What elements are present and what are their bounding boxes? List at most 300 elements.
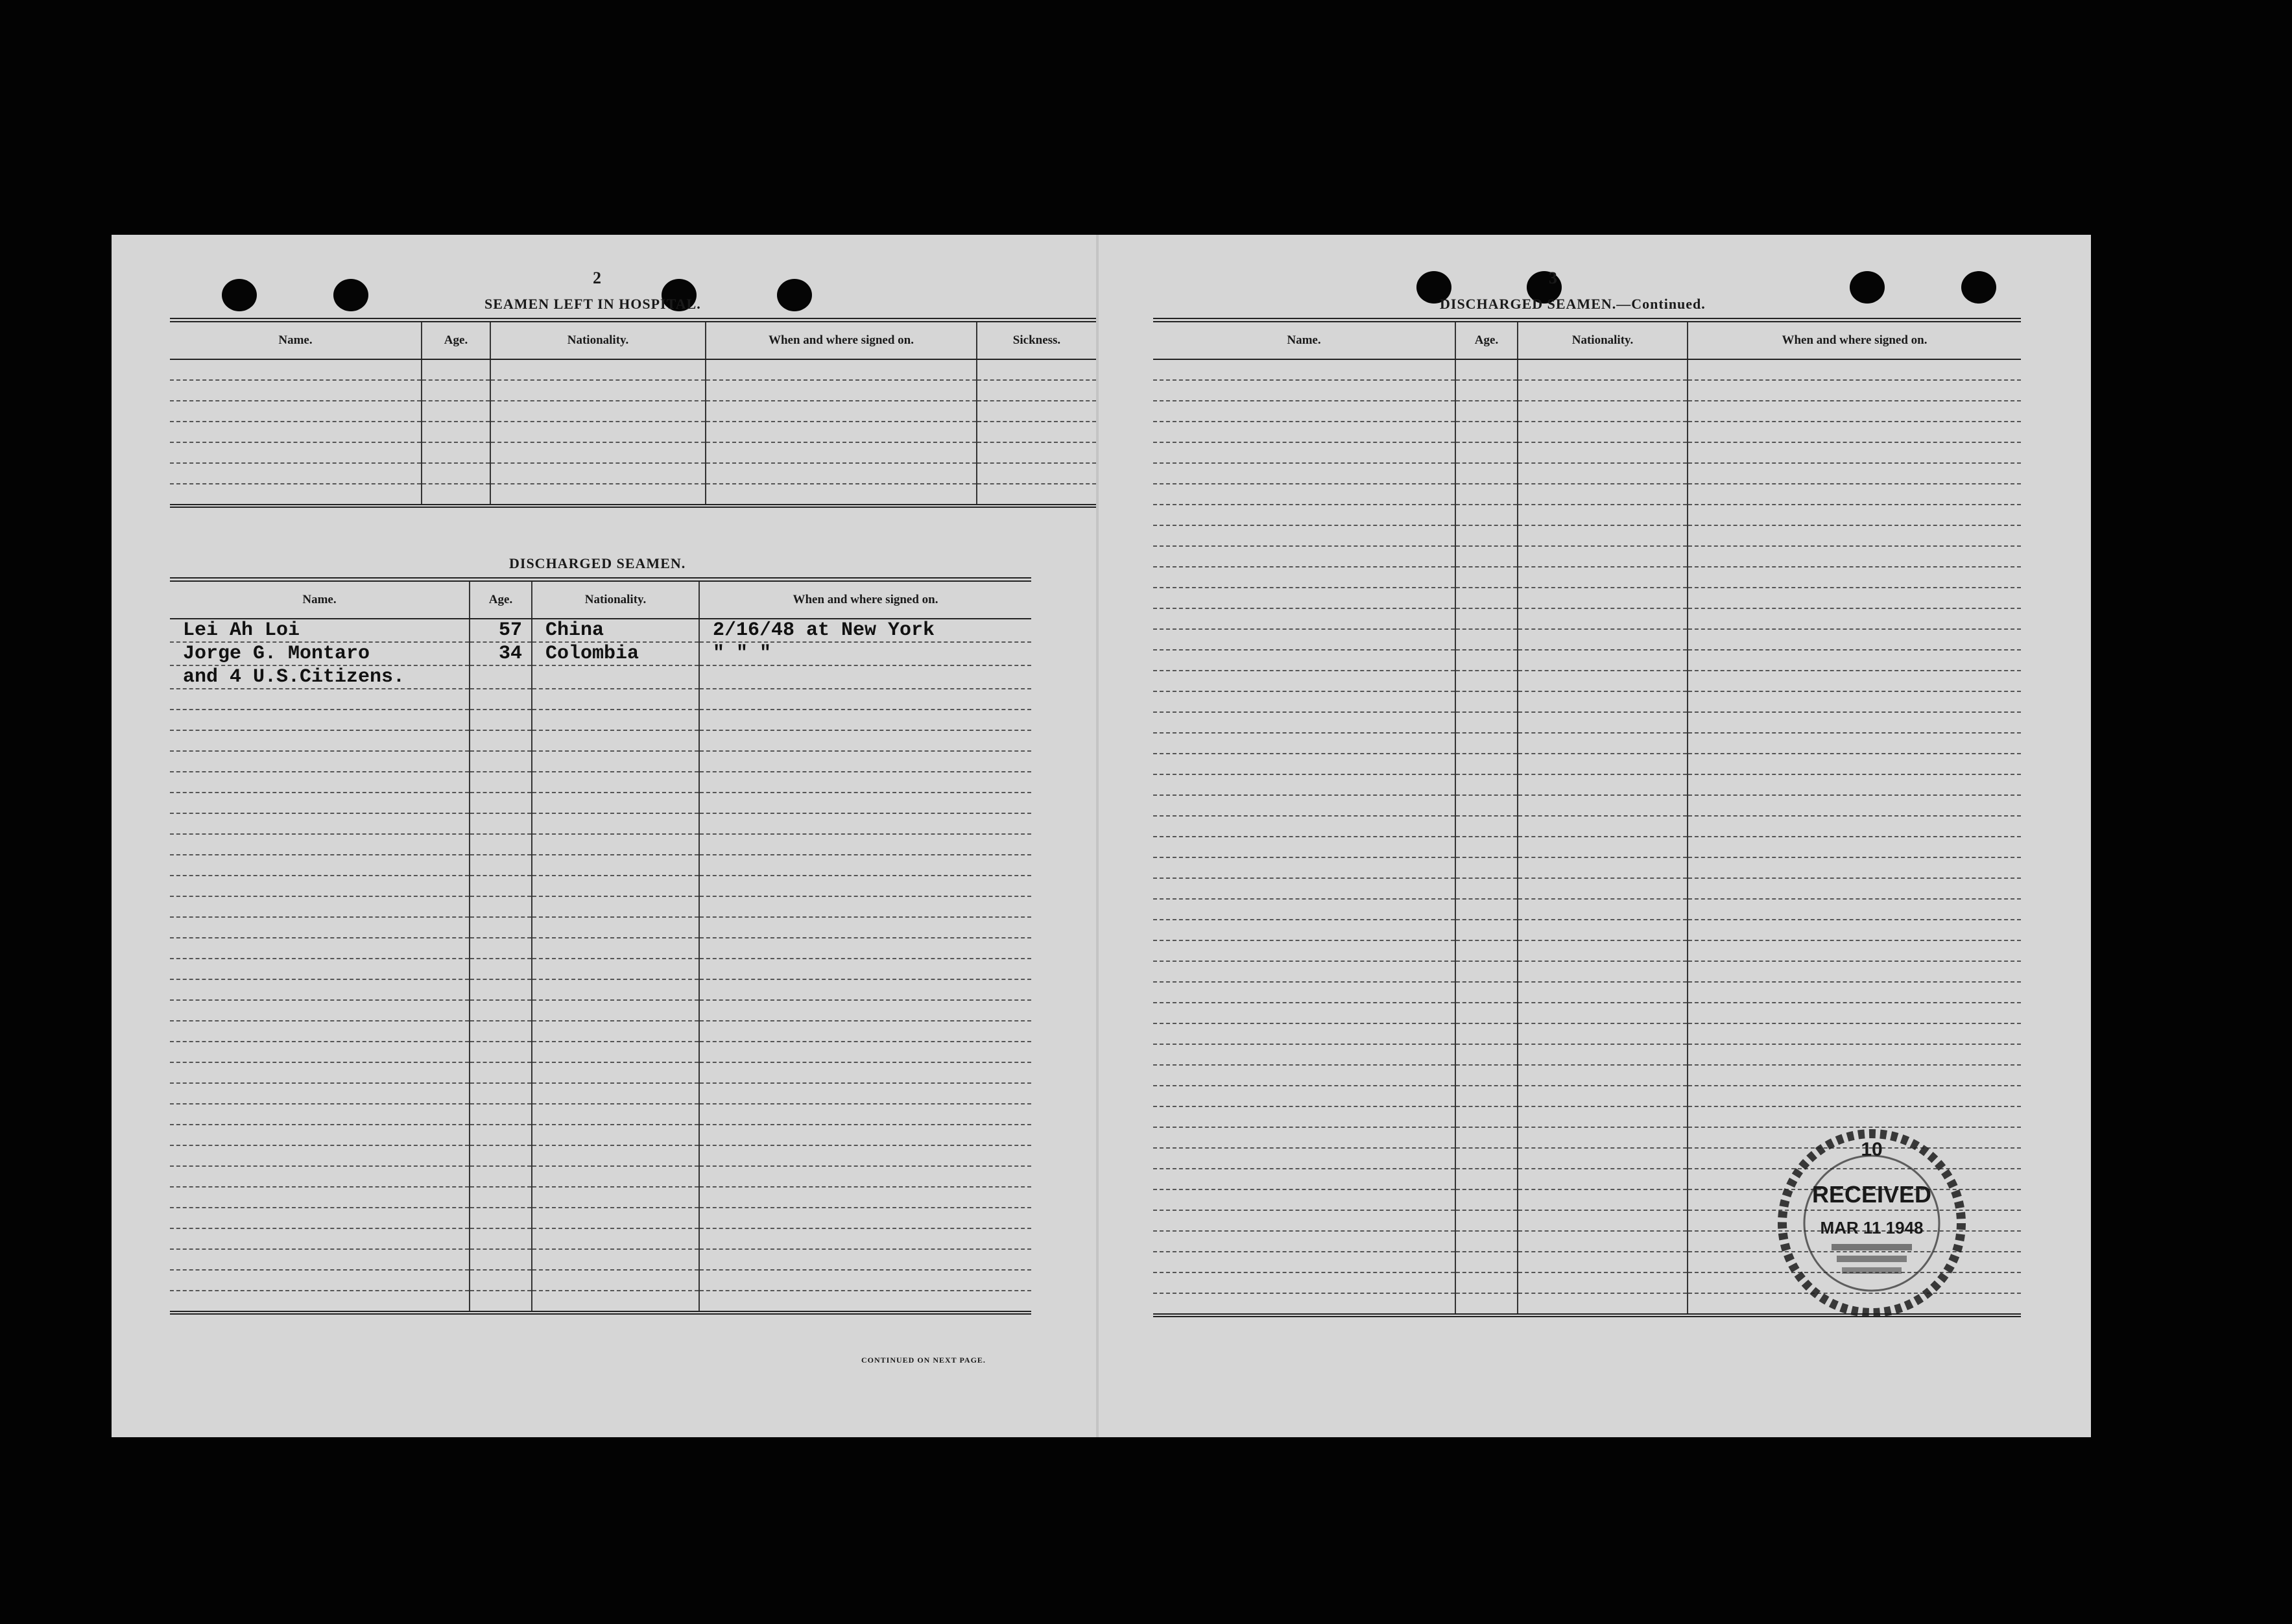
table-cell (1518, 629, 1688, 650)
table-cell (1688, 1065, 2021, 1086)
table-row (1153, 795, 2021, 816)
table-cell (1153, 920, 1455, 940)
table-cell (170, 463, 422, 484)
table-row (1153, 463, 2021, 484)
table-row (170, 834, 1031, 855)
table-cell (1518, 1210, 1688, 1231)
table-cell (1518, 1169, 1688, 1189)
table-cell (532, 1104, 699, 1125)
table-row (1153, 1086, 2021, 1106)
table-cell (170, 1021, 470, 1042)
table-row (170, 979, 1031, 1000)
column-header: Age. (422, 320, 490, 360)
table-cell (699, 959, 1031, 979)
table-cell (1688, 712, 2021, 733)
table-cell (532, 813, 699, 834)
table-cell (1455, 546, 1518, 567)
table-cell (532, 793, 699, 813)
table-row (1153, 629, 2021, 650)
table-cell (470, 772, 532, 793)
received-stamp (1774, 1126, 1969, 1320)
table-row (170, 917, 1031, 938)
stamp-date: MAR 11 1948 (1820, 1218, 1924, 1237)
table-cell (470, 1228, 532, 1249)
table-row (1153, 1065, 2021, 1086)
table-cell (1518, 484, 1688, 505)
table-cell (1518, 940, 1688, 961)
table-cell (1455, 1252, 1518, 1272)
table-cell (1153, 442, 1455, 463)
table-cell (699, 1021, 1031, 1042)
table-cell (977, 484, 1096, 506)
table-cell (1518, 671, 1688, 691)
table-cell (1153, 546, 1455, 567)
column-header: Sickness. (977, 320, 1096, 360)
column-header: Age. (1455, 320, 1518, 360)
table-cell (170, 422, 422, 442)
table-row (1153, 1106, 2021, 1127)
table-cell (170, 979, 470, 1000)
table-cell (1518, 505, 1688, 525)
table-cell (1688, 484, 2021, 505)
table-row (170, 1249, 1031, 1270)
table-cell: " " " (699, 642, 1031, 665)
table-row (170, 896, 1031, 917)
table-row (170, 959, 1031, 979)
table-cell: China (532, 619, 699, 642)
table-cell (532, 751, 699, 772)
table-cell (699, 938, 1031, 959)
table-cell (470, 1249, 532, 1270)
table-row (1153, 422, 2021, 442)
column-header: Nationality. (490, 320, 706, 360)
table-cell: 57 (470, 619, 532, 642)
table-cell (1455, 1023, 1518, 1044)
table-cell (1518, 650, 1688, 671)
table-cell (170, 442, 422, 463)
table-cell (1455, 629, 1518, 650)
column-header: When and where signed on. (699, 580, 1031, 619)
table-cell (1688, 546, 2021, 567)
table-cell (422, 484, 490, 506)
table-cell (1153, 505, 1455, 525)
table-cell (699, 665, 1031, 689)
table-cell (170, 855, 470, 876)
table-cell (170, 834, 470, 855)
table-cell (706, 484, 977, 506)
table-row (1153, 505, 2021, 525)
table-cell (1455, 1044, 1518, 1065)
table-cell (470, 876, 532, 896)
table-cell (1518, 774, 1688, 795)
table-row (1153, 671, 2021, 691)
table-cell (1688, 463, 2021, 484)
table-cell (699, 917, 1031, 938)
table-cell (1455, 380, 1518, 401)
table-row (1153, 1023, 2021, 1044)
table-row (170, 710, 1031, 730)
table-row (170, 1042, 1031, 1062)
table-cell (1153, 1252, 1455, 1272)
table-cell (532, 1125, 699, 1145)
table-cell (1688, 837, 2021, 857)
table-cell (699, 1291, 1031, 1313)
table-cell (1153, 940, 1455, 961)
table-cell (170, 917, 470, 938)
table-cell: Colombia (532, 642, 699, 665)
table-cell (532, 959, 699, 979)
table-cell (490, 484, 706, 506)
table-cell (1518, 442, 1688, 463)
table-cell (1518, 733, 1688, 754)
table-cell (470, 1270, 532, 1291)
table-cell (1455, 920, 1518, 940)
table-cell (170, 710, 470, 730)
table-row (1153, 982, 2021, 1003)
table-row (170, 1021, 1031, 1042)
table-row (1153, 567, 2021, 588)
table-cell (470, 1125, 532, 1145)
table-header-row (170, 580, 1031, 619)
table-cell (1455, 359, 1518, 380)
table-cell (1455, 774, 1518, 795)
table-cell (1688, 961, 2021, 982)
table-row (170, 689, 1031, 710)
table-row (170, 876, 1031, 896)
table-cell (1153, 650, 1455, 671)
table-cell (1153, 754, 1455, 774)
table-cell (1518, 567, 1688, 588)
table-header-row (1153, 320, 2021, 360)
table-cell (1518, 857, 1688, 878)
table-cell (1153, 1127, 1455, 1148)
table-cell (170, 959, 470, 979)
table-cell: 34 (470, 642, 532, 665)
table-cell (470, 855, 532, 876)
column-header: Name. (1153, 320, 1455, 360)
table-cell (532, 710, 699, 730)
table-cell (1455, 671, 1518, 691)
table-cell (1688, 567, 2021, 588)
table-cell (699, 1228, 1031, 1249)
table-row (1153, 857, 2021, 878)
table-cell: Lei Ah Loi (170, 619, 470, 642)
table-cell (532, 1000, 699, 1021)
table-cell (1688, 525, 2021, 546)
table-cell (1518, 588, 1688, 608)
table-cell (977, 401, 1096, 422)
table-row (170, 1187, 1031, 1208)
table-cell (1688, 774, 2021, 795)
punch-hole (1850, 271, 1885, 304)
table-cell (1455, 1272, 1518, 1293)
table-row (1153, 484, 2021, 505)
table-cell (1153, 422, 1455, 442)
table-cell (1153, 671, 1455, 691)
table-cell (470, 1291, 532, 1313)
table-cell (170, 1249, 470, 1270)
table-cell (1153, 380, 1455, 401)
table-cell (1518, 920, 1688, 940)
table-row (1153, 837, 2021, 857)
table-row (170, 442, 1096, 463)
table-cell (977, 380, 1096, 401)
table-cell (1455, 1210, 1518, 1231)
table-cell (170, 896, 470, 917)
table-cell (170, 1000, 470, 1021)
table-cell (1455, 525, 1518, 546)
table-cell (1688, 608, 2021, 629)
table-cell (532, 1249, 699, 1270)
table-cell (1688, 940, 2021, 961)
table-cell (1688, 359, 2021, 380)
table-row (1153, 588, 2021, 608)
table-cell (170, 1166, 470, 1187)
table-cell (532, 1062, 699, 1083)
table-cell (1518, 1044, 1688, 1065)
table-cell (1455, 484, 1518, 505)
table-cell (1518, 1065, 1688, 1086)
table-cell (470, 959, 532, 979)
table-row (1153, 733, 2021, 754)
table-cell (1455, 1127, 1518, 1148)
table-cell (699, 1000, 1031, 1021)
table-cell (170, 793, 470, 813)
table-cell (1455, 816, 1518, 837)
table-cell (1153, 1169, 1455, 1189)
table-cell (532, 1208, 699, 1228)
table-cell (170, 401, 422, 422)
table-cell (1153, 1189, 1455, 1210)
table-header-row (170, 320, 1096, 360)
table-cell (1153, 795, 1455, 816)
table-cell (470, 813, 532, 834)
table-cell (170, 1062, 470, 1083)
table-cell (1455, 1106, 1518, 1127)
table-cell (1455, 463, 1518, 484)
table-row (1153, 546, 2021, 567)
table-cell (1688, 588, 2021, 608)
table-row (170, 793, 1031, 813)
table-row (1153, 961, 2021, 982)
table-cell (532, 1228, 699, 1249)
table-cell (1455, 712, 1518, 733)
table-cell (1518, 401, 1688, 422)
table-row (170, 422, 1096, 442)
table-cell (1688, 1086, 2021, 1106)
column-header: Name. (170, 320, 422, 360)
table-cell (699, 896, 1031, 917)
table-cell (1518, 982, 1688, 1003)
table-row (1153, 608, 2021, 629)
table-row (1153, 816, 2021, 837)
continued-note: CONTINUED ON NEXT PAGE. (861, 1355, 986, 1365)
table-cell (470, 1021, 532, 1042)
table-cell (1153, 961, 1455, 982)
table-cell (470, 1104, 532, 1125)
table-cell (699, 1208, 1031, 1228)
page-number: 3 (1549, 269, 1557, 287)
table-row (170, 380, 1096, 401)
table-cell (1518, 837, 1688, 857)
table-cell (699, 1042, 1031, 1062)
table-cell (1153, 525, 1455, 546)
punch-hole (1961, 271, 1996, 304)
table-cell (699, 1249, 1031, 1270)
table-cell (170, 1145, 470, 1166)
table-cell (470, 751, 532, 772)
table-cell (1455, 1231, 1518, 1252)
table-cell (1455, 1086, 1518, 1106)
table-cell (170, 1187, 470, 1208)
table-cell (1688, 650, 2021, 671)
table-cell (1153, 878, 1455, 899)
table-cell (1153, 1065, 1455, 1086)
table-cell (1153, 1148, 1455, 1169)
table-cell (1455, 961, 1518, 982)
table-cell (699, 793, 1031, 813)
table-cell (1455, 1065, 1518, 1086)
table-cell (706, 422, 977, 442)
table-cell (1153, 899, 1455, 920)
table-cell (1153, 1210, 1455, 1231)
table-cell (1455, 650, 1518, 671)
table-cell (1153, 484, 1455, 505)
table-cell (1688, 1023, 2021, 1044)
table-row (170, 665, 1031, 689)
table-cell (1153, 837, 1455, 857)
table-cell: Jorge G. Montaro (170, 642, 470, 665)
table-row (170, 1000, 1031, 1021)
stamp-received-label: RECEIVED (1811, 1181, 1932, 1208)
table-cell (170, 1208, 470, 1228)
table-cell (1455, 401, 1518, 422)
table-row (170, 1291, 1031, 1313)
table-cell (1518, 463, 1688, 484)
column-header: When and where signed on. (706, 320, 977, 360)
table-cell: and 4 U.S.Citizens. (170, 665, 470, 689)
table-cell (470, 1062, 532, 1083)
table-cell (422, 463, 490, 484)
table-row (1153, 359, 2021, 380)
column-header: Age. (470, 580, 532, 619)
table-row (170, 1208, 1031, 1228)
table-cell (1455, 505, 1518, 525)
table-cell (1153, 1003, 1455, 1023)
table-cell (1688, 1044, 2021, 1065)
table-row (170, 1270, 1031, 1291)
table-cell (422, 442, 490, 463)
table-row (1153, 1003, 2021, 1023)
table-cell (1153, 1044, 1455, 1065)
table-cell (470, 1166, 532, 1187)
table-cell (706, 359, 977, 380)
table-cell (532, 1021, 699, 1042)
table-row (170, 813, 1031, 834)
table-cell (699, 772, 1031, 793)
table-cell (1518, 422, 1688, 442)
table-cell (490, 442, 706, 463)
table-cell (1153, 816, 1455, 837)
table-cell (1518, 608, 1688, 629)
table-cell (699, 1104, 1031, 1125)
table-cell (699, 1270, 1031, 1291)
table-cell (1153, 1086, 1455, 1106)
table-cell (422, 359, 490, 380)
table-cell (170, 1125, 470, 1145)
table-cell (1688, 920, 2021, 940)
table-cell (1688, 795, 2021, 816)
table-cell (470, 710, 532, 730)
table-cell (170, 876, 470, 896)
table-row (170, 401, 1096, 422)
table-cell (1153, 857, 1455, 878)
table-cell (977, 442, 1096, 463)
table-cell (1518, 899, 1688, 920)
table-cell (170, 380, 422, 401)
table-cell (470, 730, 532, 751)
table-cell (1688, 816, 2021, 837)
table-cell (532, 834, 699, 855)
table-cell (1455, 422, 1518, 442)
table-cell (532, 979, 699, 1000)
table-cell (1455, 1148, 1518, 1169)
column-header: Name. (170, 580, 470, 619)
table-row (170, 1083, 1031, 1104)
table-cell (1518, 878, 1688, 899)
table-cell (1455, 1169, 1518, 1189)
table-cell (490, 380, 706, 401)
table-row (170, 751, 1031, 772)
table-cell (170, 1291, 470, 1313)
table-row (1153, 774, 2021, 795)
table-cell (1455, 837, 1518, 857)
table-cell (1688, 629, 2021, 650)
table-cell (170, 1083, 470, 1104)
table-cell (490, 463, 706, 484)
table-cell (1518, 1252, 1688, 1272)
table-cell (170, 1042, 470, 1062)
table-cell (1518, 380, 1688, 401)
table-cell (1688, 982, 2021, 1003)
table-cell (422, 422, 490, 442)
table-cell (1518, 961, 1688, 982)
punch-hole (777, 279, 812, 311)
column-header: When and where signed on. (1688, 320, 2021, 360)
table-cell (532, 689, 699, 710)
table-cell (699, 689, 1031, 710)
punch-hole (333, 279, 368, 311)
table-cell (470, 689, 532, 710)
table-row (170, 463, 1096, 484)
table-row (170, 1104, 1031, 1125)
table-cell (422, 380, 490, 401)
table-row (1153, 899, 2021, 920)
table-cell (170, 751, 470, 772)
table-cell (470, 793, 532, 813)
table-cell (1518, 1086, 1688, 1106)
table-cell (470, 1083, 532, 1104)
table-cell (1153, 1023, 1455, 1044)
table-row (170, 1125, 1031, 1145)
table-cell (1153, 567, 1455, 588)
table-cell (532, 1042, 699, 1062)
table-cell (170, 359, 422, 380)
table-cell (1153, 1272, 1455, 1293)
table-cell (532, 1270, 699, 1291)
table-cell (1153, 1293, 1455, 1315)
table-cell (1518, 1189, 1688, 1210)
